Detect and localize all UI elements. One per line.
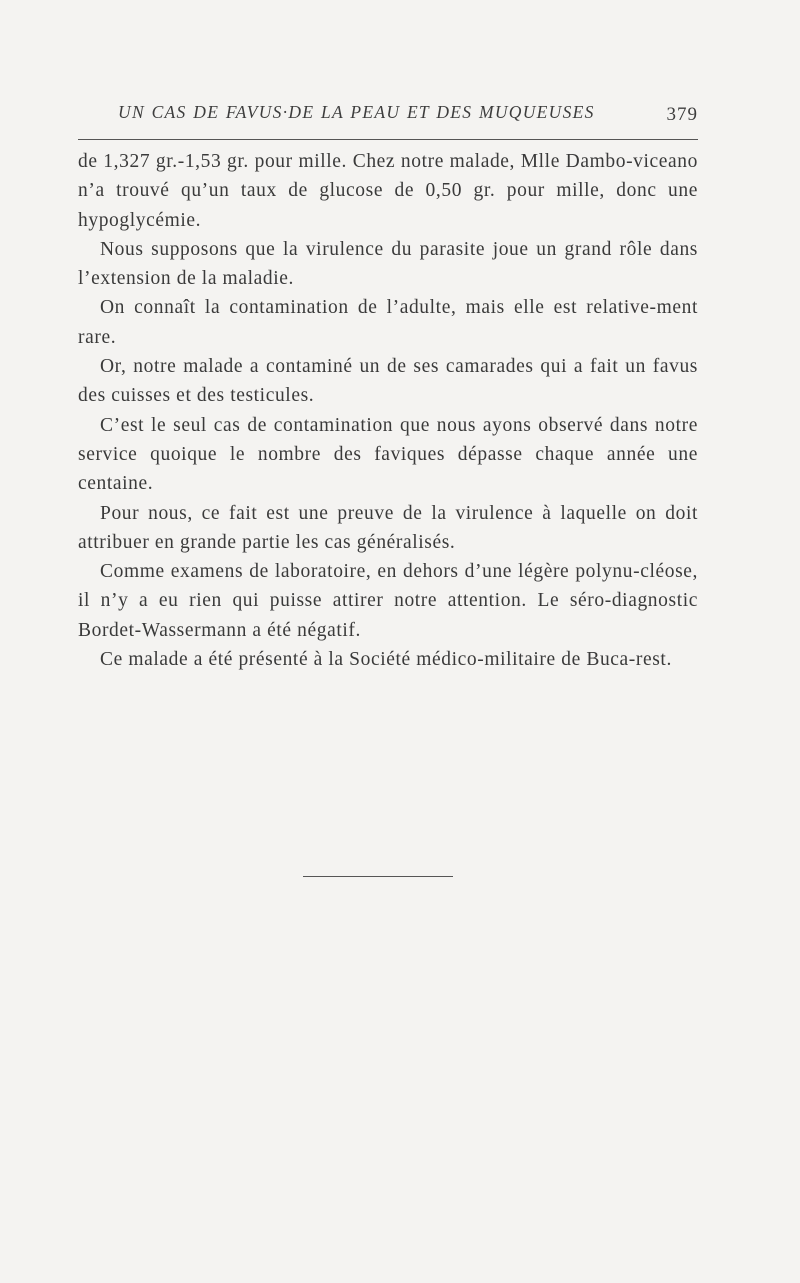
running-title: UN CAS DE FAVUS·DE LA PEAU ET DES MUQUEUSES [118,102,595,122]
paragraph: Pour nous, ce fait est une preuve de la virulence à laquelle on doit attribuer en grande partie les cas généralisés. [78,502,698,553]
paragraph: Or, notre malade a contaminé un de ses camarades qui a fait un favus des cuisses et des testicules. [78,356,698,407]
page-number: 379 [666,104,698,125]
paragraph: C’est le seul cas de contamination que nous ayons observé dans notre service quoique le nombre des faviques dépasse chaque année une centaine. [78,414,698,495]
body-text [78,147,698,674]
header-rule [78,139,698,140]
paragraph: Nous supposons que la virulence du parasite joue un grand rôle dans l’extension de la maladie. [78,238,698,290]
paragraph: Comme examens de laboratoire, en dehors d’une légère polynu-cléose, il n’y a eu rien qui puisse attirer notre attention. Le séro-diagnostic Bordet-Wassermann a été négatif. [78,561,698,641]
section-end-rule [303,876,453,877]
paragraph-continued: de 1,327 gr.-1,53 gr. pour mille. Chez notre malade, Mlle Dambo-viceano n’a trouvé qu’un taux de glucose de 0,50 gr. pour mille, donc une hypoglycémie. [78,151,698,231]
running-header [78,102,698,132]
paragraph: Ce malade a été présenté à la Société médico-militaire de Buca-rest. [100,649,672,671]
paragraph: On connaît la contamination de l’adulte, mais elle est relative-ment rare. [78,297,698,348]
